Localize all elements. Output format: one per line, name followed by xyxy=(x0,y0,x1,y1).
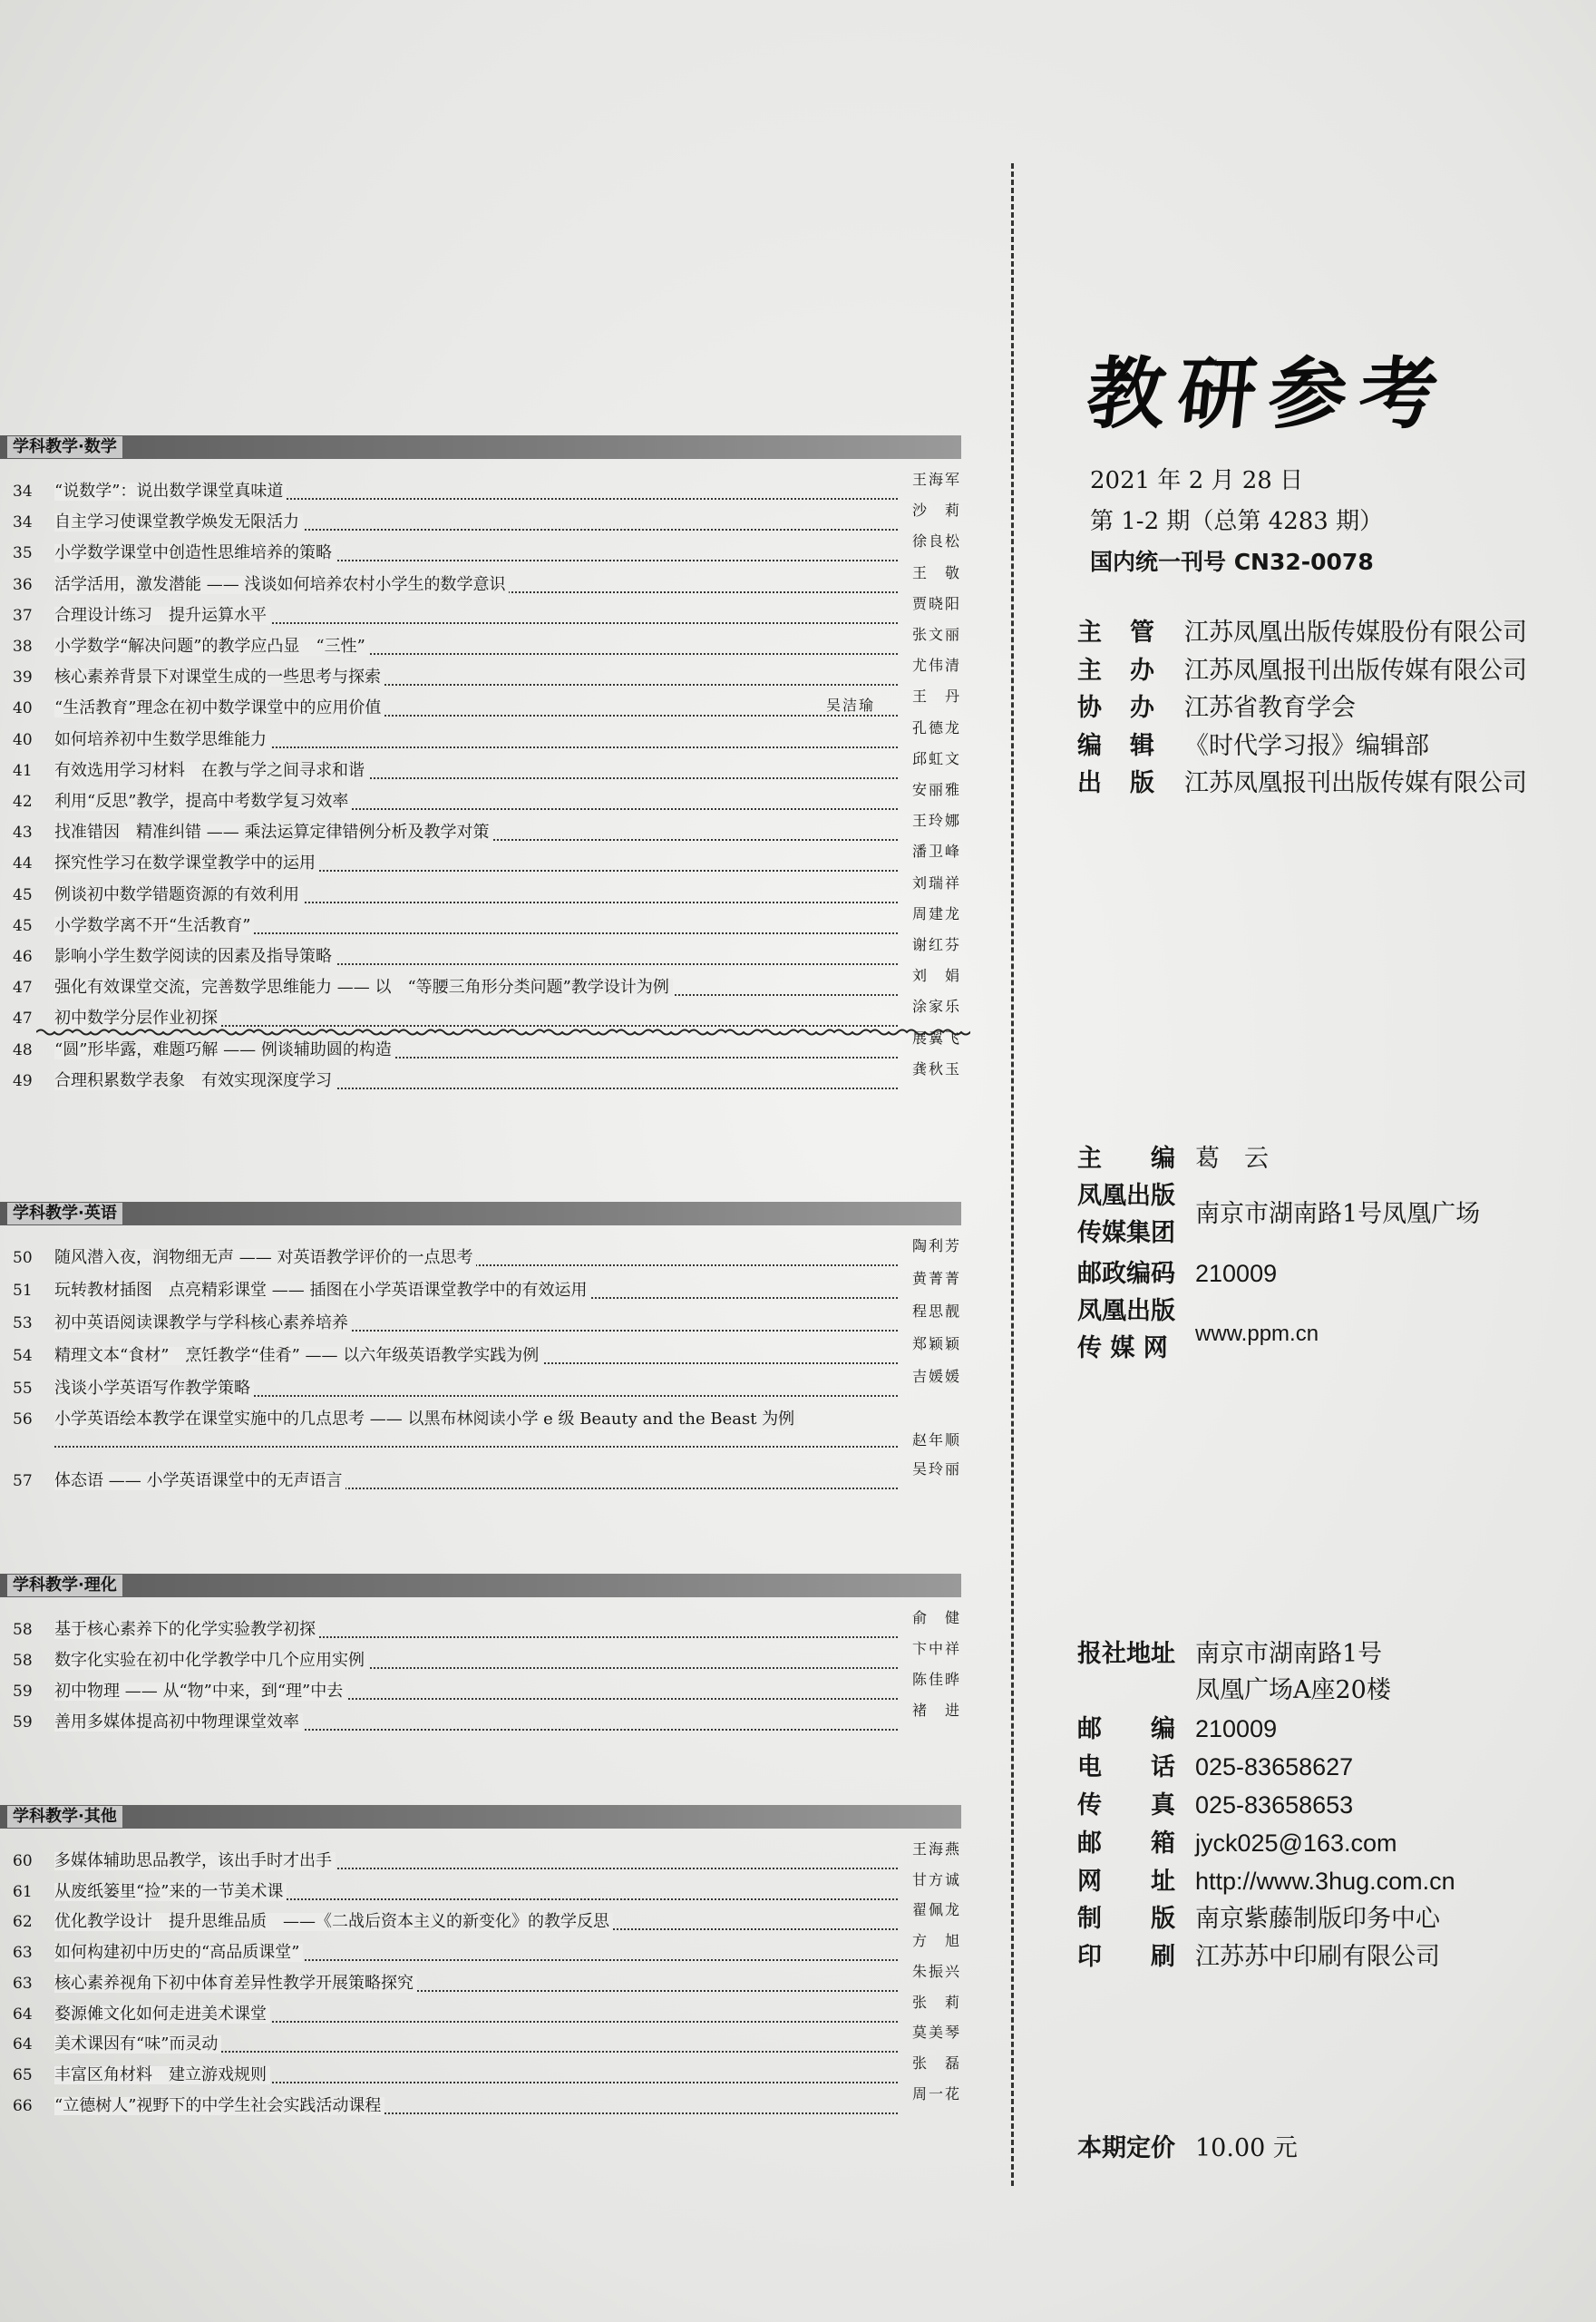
toc-entry xyxy=(0,1702,961,1733)
entry-title: 自主学习使课堂教学焕发无限活力 xyxy=(54,513,303,532)
entry-page-number: 58 xyxy=(13,1621,33,1639)
office-row xyxy=(1077,1829,1397,1859)
publisher-row xyxy=(1077,657,1527,686)
section-header-bar xyxy=(0,1574,961,1597)
magazine-title: 教研参考 xyxy=(1082,348,1455,440)
entry-title: 例谈初中数学错题资源的有效利用 xyxy=(54,886,303,904)
entry-title: “立德树人”视野下的中学生社会实践活动课程 xyxy=(54,2097,384,2115)
entry-author: 朱振兴 xyxy=(911,1962,961,1980)
entry-page-number: 63 xyxy=(13,1944,33,1963)
chief-editor-value: 葛 云 xyxy=(1195,1145,1269,1173)
entry-author: 王 丹 xyxy=(911,688,961,706)
toc-entry xyxy=(0,1841,961,1872)
entry-page-number: 34 xyxy=(13,513,33,532)
entry-page-number: 60 xyxy=(13,1852,33,1870)
entry-title: 合理积累数学表象 有效实现深度学习 xyxy=(54,1072,336,1090)
entry-title: 善用多媒体提高初中物理课堂效率 xyxy=(54,1713,303,1732)
entry-title: 初中物理 —— 从“物”中来，到“理”中去 xyxy=(54,1683,346,1701)
entry-page-number: 49 xyxy=(13,1071,33,1090)
entry-title: 小学数学课堂中创造性思维培养的策略 xyxy=(54,544,336,562)
entry-author: 谢红芬 xyxy=(911,936,961,953)
toc-entry xyxy=(0,1461,961,1492)
entry-page-number: 64 xyxy=(13,2035,33,2054)
office-label: 报社地址 xyxy=(1077,1640,1175,1668)
section-title: 学科教学·数学 xyxy=(7,436,122,458)
entry-title: 活学活用，激发潜能 —— 浅谈如何培养农村小学生的数学意识 xyxy=(54,576,509,594)
toc-entry xyxy=(0,688,961,719)
entry-page-number: 51 xyxy=(13,1282,33,1300)
chief-editor xyxy=(1077,1145,1269,1174)
toc-entry xyxy=(0,2055,961,2086)
entry-author: 张文丽 xyxy=(911,626,961,643)
entry-author: 刘瑞祥 xyxy=(911,873,961,892)
toc-entry xyxy=(0,1061,961,1092)
entry-title: 利用“反思”教学，提高中考数学复习效率 xyxy=(54,793,352,811)
price-label: 本期定价 xyxy=(1077,2134,1175,2162)
entry-title: 随风潜入夜，润物细无声 —— 对英语教学评价的一点思考 xyxy=(54,1249,476,1267)
entry-title: 如何培养初中生数学思维能力 xyxy=(54,731,270,749)
entry-page-number: 55 xyxy=(13,1380,33,1398)
entry-page-number: 38 xyxy=(13,638,33,656)
office-row xyxy=(1077,1943,1440,1972)
price-value: 10.00 元 xyxy=(1195,2134,1298,2162)
entry-title: 强化有效课堂交流，完善数学思维能力 —— 以 “等腰三角形分类问题”教学设计为例 xyxy=(54,979,673,997)
entry-author: 周一花 xyxy=(911,2084,961,2102)
entry-author: 翟佩龙 xyxy=(911,1901,961,1919)
entry-page-number: 50 xyxy=(13,1249,33,1267)
group-label-line1: 凤凰出版 xyxy=(1077,1182,1175,1210)
section-title: 学科教学·理化 xyxy=(7,1575,122,1596)
entry-author: 龚秋玉 xyxy=(911,1059,961,1078)
entry-title: 数字化实验在初中化学教学中几个应用实例 xyxy=(54,1652,368,1670)
web-label-line2: 传 媒 网 xyxy=(1077,1334,1168,1362)
publisher-name: 江苏凤凰出版传媒股份有限公司 xyxy=(1184,619,1527,647)
entry-title: 找准错因 精准纠错 —— 乘法运算定律错例分析及教学对策 xyxy=(54,824,492,842)
entry-title: 精理文本“食材” 烹饪教学“佳肴” —— 以六年级英语教学实践为例 xyxy=(54,1347,542,1365)
group-address xyxy=(1077,1219,1195,1248)
entry-title: 小学数学离不开“生活教育” xyxy=(54,917,254,935)
toc-entry xyxy=(0,937,961,968)
postcode xyxy=(1077,1259,1277,1289)
entry-author: 郑颖颖 xyxy=(911,1335,961,1352)
entry-page-number: 61 xyxy=(13,1882,33,1901)
column-divider xyxy=(1011,163,1014,2186)
leader-dots xyxy=(54,1446,898,1448)
entry-title: “说数学”：说出数学课堂真味道 xyxy=(54,483,287,501)
entry-page-number: 59 xyxy=(13,1683,33,1701)
entry-author: 孔德龙 xyxy=(911,718,961,737)
entry-author: 王 敬 xyxy=(911,563,961,581)
publisher-row xyxy=(1077,732,1429,761)
web-label-1 xyxy=(1077,1297,1195,1326)
toc-entry xyxy=(0,565,961,596)
toc-entry xyxy=(0,1872,961,1903)
group-label-1 xyxy=(1077,1182,1195,1211)
toc-entry xyxy=(0,502,961,533)
web-url: www.ppm.cn xyxy=(1195,1322,1319,1346)
office-row xyxy=(1077,1867,1455,1897)
entry-title: 优化教学设计 提升思维品质 ——《二战后资本主义的新变化》的教学反思 xyxy=(54,1913,613,1931)
entry-title: 初中数学分层作业初探 xyxy=(54,1010,221,1028)
office-label: 传 真 xyxy=(1077,1791,1175,1820)
toc-entry xyxy=(0,1995,961,2025)
entry-author: 潘卫峰 xyxy=(911,843,961,861)
entry-page-number: 41 xyxy=(13,761,33,780)
publisher-role: 主 管 xyxy=(1077,619,1156,647)
publisher-name: 江苏凤凰报刊出版传媒有限公司 xyxy=(1184,769,1527,797)
toc-entry xyxy=(0,1964,961,1995)
office-value: 025-83658627 xyxy=(1195,1753,1354,1781)
entry-page-number: 43 xyxy=(13,824,33,843)
web-label-2 xyxy=(1077,1334,1195,1363)
entry-page-number: 59 xyxy=(13,1713,33,1732)
entry-author: 刘 娟 xyxy=(911,967,961,985)
toc-entry xyxy=(0,844,961,874)
office-label: 制 版 xyxy=(1077,1905,1175,1933)
toc-entry xyxy=(0,1641,961,1672)
publisher-name: 江苏省教育学会 xyxy=(1184,694,1356,722)
entry-title: 探究性学习在数学课堂教学中的运用 xyxy=(54,854,319,873)
entry-author: 邱虹文 xyxy=(911,749,961,767)
publisher-row xyxy=(1077,694,1356,723)
entry-author: 程思靓 xyxy=(911,1302,961,1320)
entry-author: 吴玲丽 xyxy=(911,1460,961,1478)
entry-title: 玩转教材插图 点亮精彩课堂 —— 插图在小学英语课堂教学中的有效运用 xyxy=(54,1282,590,1300)
entry-title: 小学英语绘本教学在课堂实施中的几点思考 —— 以黑布林阅读小学 e 级 Beauty and the Beast 为例 xyxy=(54,1410,798,1429)
entry-page-number: 34 xyxy=(13,483,33,501)
toc-entry xyxy=(0,720,961,751)
section-header-bar xyxy=(0,1202,961,1225)
entry-page-number: 56 xyxy=(13,1410,33,1429)
entry-page-number: 46 xyxy=(13,948,33,966)
office-label: 邮 箱 xyxy=(1077,1829,1175,1858)
postcode-value: 210009 xyxy=(1195,1260,1278,1287)
entry-page-number: 57 xyxy=(13,1472,33,1490)
entry-coauthor: 吴洁瑜 xyxy=(825,697,875,715)
entry-page-number: 44 xyxy=(13,854,33,873)
entry-title: 核心素养视角下初中体育差异性教学开展策略探究 xyxy=(54,1975,417,1993)
office-value: 南京市湖南路1号 xyxy=(1195,1640,1383,1668)
entry-page-number: 58 xyxy=(13,1652,33,1670)
entry-title: 多媒体辅助思品教学，该出手时才出手 xyxy=(54,1852,336,1870)
entry-page-number: 40 xyxy=(13,730,33,749)
entry-page-number: 54 xyxy=(13,1347,33,1365)
entry-author: 张 莉 xyxy=(911,1993,961,2011)
entry-title: 小学数学“解决问题”的教学应凸显 “三性” xyxy=(54,638,369,656)
toc-entry xyxy=(0,1336,961,1367)
entry-author: 陈佳晔 xyxy=(911,1671,961,1688)
entry-page-number: 35 xyxy=(13,544,33,563)
office-row xyxy=(1077,1640,1382,1669)
toc-entry xyxy=(0,999,961,1029)
toc-entry xyxy=(0,2024,961,2055)
entry-title: 基于核心素养下的化学实验教学初探 xyxy=(54,1621,319,1639)
office-row xyxy=(1077,1714,1277,1744)
toc-entry xyxy=(0,813,961,844)
office-value: http://www.3hug.com.cn xyxy=(1195,1868,1455,1895)
office-value: 025-83658653 xyxy=(1195,1791,1354,1819)
toc-entry xyxy=(0,751,961,782)
office-value: jyck025@163.com xyxy=(1195,1829,1397,1857)
toc-entry xyxy=(0,1672,961,1702)
entry-page-number: 45 xyxy=(13,916,33,935)
toc-entry xyxy=(0,782,961,813)
toc-entry xyxy=(0,533,961,564)
entry-page-number: 47 xyxy=(13,1010,33,1029)
entry-author: 褚 进 xyxy=(911,1702,961,1719)
entry-author: 王海燕 xyxy=(911,1840,961,1858)
entry-page-number: 53 xyxy=(13,1314,33,1332)
office-value-line2: 凤凰广场A座20楼 xyxy=(1195,1676,1391,1704)
entry-author: 黄菁菁 xyxy=(911,1270,961,1287)
entry-author: 陶利芳 xyxy=(911,1237,961,1254)
entry-page-number: 47 xyxy=(13,979,33,998)
group-address-value: 南京市湖南路1号凤凰广场 xyxy=(1195,1200,1481,1228)
entry-title: 有效选用学习材料 在教与学之间寻求和谐 xyxy=(54,762,368,780)
entry-title: “生活教育”理念在初中数学课堂中的应用价值 xyxy=(54,699,384,717)
toc-entry xyxy=(0,1933,961,1964)
entry-page-number: 37 xyxy=(13,606,33,625)
toc-entry xyxy=(0,472,961,502)
handwritten-underline xyxy=(36,1026,970,1039)
toc-entry xyxy=(0,1369,961,1400)
toc-entry xyxy=(0,2086,961,2117)
office-label: 网 址 xyxy=(1077,1868,1175,1896)
entry-title: 浅谈小学英语写作教学策略 xyxy=(54,1380,254,1398)
issue-date: 2021 年 2 月 28 日 xyxy=(1090,467,1304,494)
entry-page-number: 62 xyxy=(13,1913,33,1932)
entry-page-number: 39 xyxy=(13,668,33,688)
publisher-role: 出 版 xyxy=(1077,769,1156,797)
postcode-label: 邮政编码 xyxy=(1077,1260,1175,1288)
office-value: 南京紫藤制版印务中心 xyxy=(1195,1905,1440,1933)
entry-page-number: 48 xyxy=(13,1040,33,1059)
entry-page-number: 42 xyxy=(13,793,33,811)
entry-title: 体态语 —— 小学英语课堂中的无声语言 xyxy=(54,1472,345,1490)
office-row xyxy=(1077,1905,1440,1934)
cn-number: 国内统一刊号 CN32-0078 xyxy=(1090,549,1374,575)
entry-author: 王海军 xyxy=(911,471,961,488)
publisher-role: 编 辑 xyxy=(1077,731,1156,760)
entry-author: 吉媛媛 xyxy=(911,1368,961,1385)
section-header-bar xyxy=(0,1805,961,1829)
office-label: 印 刷 xyxy=(1077,1943,1175,1971)
entry-author: 卞中祥 xyxy=(911,1640,961,1657)
toc-entry xyxy=(0,906,961,937)
toc-entry xyxy=(0,968,961,999)
group-label-line2: 传媒集团 xyxy=(1077,1219,1175,1247)
entry-author: 涂家乐 xyxy=(911,998,961,1016)
toc-entry xyxy=(0,596,961,627)
office-label: 电 话 xyxy=(1077,1753,1175,1781)
section-header-bar xyxy=(0,435,961,459)
entry-title: 如何构建初中历史的“高品质课堂” xyxy=(54,1944,303,1962)
entry-title: 核心素养背景下对课堂生成的一些思考与探索 xyxy=(54,668,384,687)
section-title: 学科教学·英语 xyxy=(7,1203,122,1224)
entry-title: 婺源傩文化如何走进美术课堂 xyxy=(54,2005,270,2024)
toc-entry xyxy=(0,1303,961,1334)
office-row xyxy=(1077,1752,1353,1782)
entry-author: 徐良松 xyxy=(911,532,961,551)
entry-title: 丰富区角材料 建立游戏规则 xyxy=(54,2066,270,2084)
publisher-row xyxy=(1077,619,1527,648)
publisher-name: 江苏凤凰报刊出版传媒有限公司 xyxy=(1184,656,1527,685)
entry-author: 甘方诚 xyxy=(911,1870,961,1888)
publisher-role: 协 办 xyxy=(1077,694,1156,722)
toc-entry xyxy=(0,1401,961,1450)
entry-author: 张 磊 xyxy=(911,2054,961,2072)
entry-title: 合理设计练习 提升运算水平 xyxy=(54,607,270,625)
entry-author: 尤伟清 xyxy=(911,657,961,675)
entry-page-number: 40 xyxy=(13,699,33,718)
publisher-name: 《时代学习报》编辑部 xyxy=(1184,731,1429,760)
entry-title: 影响小学生数学阅读的因素及指导策略 xyxy=(54,948,336,966)
toc-entry xyxy=(0,1902,961,1933)
entry-author: 安丽雅 xyxy=(911,781,961,798)
entry-page-number: 63 xyxy=(13,1974,33,1993)
issue-number: 第 1-2 期（总第 4283 期） xyxy=(1090,508,1384,535)
entry-page-number: 64 xyxy=(13,2005,33,2024)
office-row xyxy=(1077,1790,1353,1820)
price xyxy=(1077,2134,1298,2163)
entry-author: 莫美琴 xyxy=(911,2024,961,2042)
entry-title: “圆”形毕露，难题巧解 —— 例谈辅助圆的构造 xyxy=(54,1041,395,1059)
chief-editor-label: 主 编 xyxy=(1077,1145,1175,1173)
entry-author: 俞 健 xyxy=(911,1609,961,1626)
entry-title: 美术课因有“味”而灵动 xyxy=(54,2035,221,2054)
entry-author: 贾晓阳 xyxy=(911,594,961,612)
entry-title: 初中英语阅读课教学与学科核心素养培养 xyxy=(54,1314,352,1332)
office-value: 210009 xyxy=(1195,1715,1278,1742)
entry-author: 展翼飞 xyxy=(911,1029,961,1047)
entry-author: 王玲娜 xyxy=(911,812,961,830)
entry-page-number: 66 xyxy=(13,2096,33,2115)
toc-entry xyxy=(0,658,961,688)
toc-entry xyxy=(0,627,961,658)
entry-page-number: 36 xyxy=(13,575,33,594)
publisher-row xyxy=(1077,769,1527,798)
entry-page-number: 65 xyxy=(13,2065,33,2084)
toc-entry xyxy=(0,1610,961,1641)
entry-author: 方 旭 xyxy=(911,1932,961,1950)
publisher-role: 主 办 xyxy=(1077,656,1156,685)
entry-page-number: 45 xyxy=(13,885,33,904)
office-label: 邮 编 xyxy=(1077,1715,1175,1743)
toc-entry xyxy=(0,1271,961,1302)
entry-author: 赵年顺 xyxy=(911,1431,961,1449)
entry-title: 从废纸篓里“捡”来的一节美术课 xyxy=(54,1883,287,1901)
office-value: 江苏苏中印刷有限公司 xyxy=(1195,1943,1440,1971)
toc-entry xyxy=(0,1238,961,1269)
entry-author: 沙 莉 xyxy=(911,502,961,520)
entry-author: 周建龙 xyxy=(911,904,961,922)
section-title: 学科教学·其他 xyxy=(7,1806,122,1828)
web-label-line1: 凤凰出版 xyxy=(1077,1297,1175,1325)
toc-entry xyxy=(0,875,961,906)
